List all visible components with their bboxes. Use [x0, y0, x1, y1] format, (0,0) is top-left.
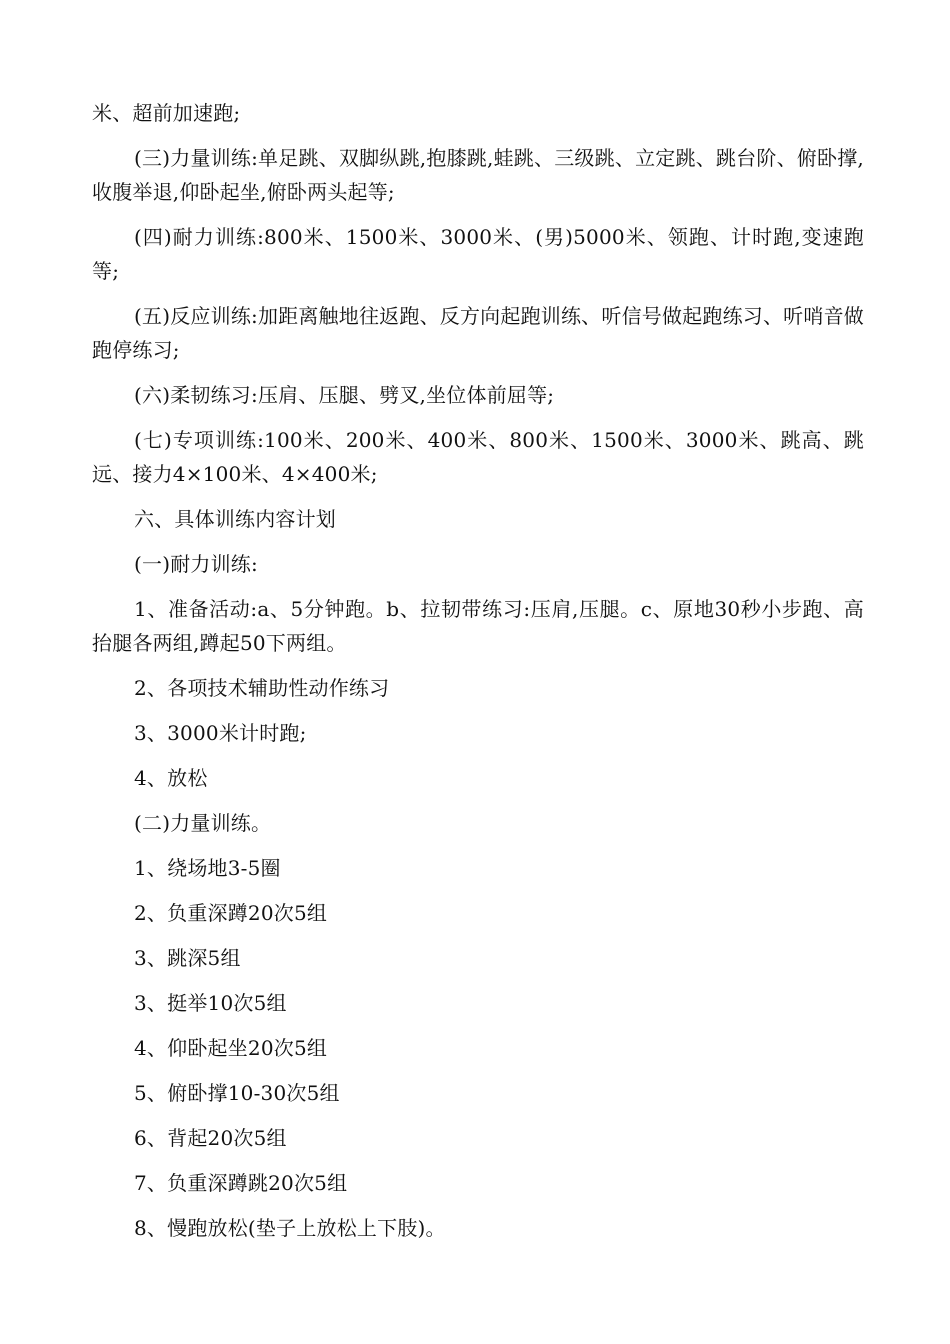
list-item: 1、准备活动:a、5分钟跑。b、拉韧带练习:压肩,压腿。c、原地30秒小步跑、高抬腿各两组,蹲起50下两组。 [92, 597, 864, 655]
list-item: 6、背起20次5组 [134, 1126, 287, 1150]
subheading-endurance: (一)耐力训练: [134, 552, 258, 576]
list-item: 3、3000米计时跑; [134, 721, 307, 745]
list-item: 4、仰卧起坐20次5组 [134, 1036, 328, 1060]
list-item: 4、放松 [134, 766, 208, 790]
list-item: 1、绕场地3-5圈 [134, 856, 281, 880]
paragraph-specialty-training: (七)专项训练:100米、200米、400米、800米、1500米、3000米、跳高、跳远、接力4×100米、4×400米; [92, 428, 864, 486]
paragraph-flexibility: (六)柔韧练习:压肩、压腿、劈叉,坐位体前屈等; [134, 383, 555, 407]
list-item: 2、负重深蹲20次5组 [134, 901, 328, 925]
paragraph-strength-training: (三)力量训练:单足跳、双脚纵跳,抱膝跳,蛙跳、三级跳、立定跳、跳台阶、俯卧撑,收腹举退,仰卧起坐,俯卧两头起等; [92, 146, 864, 204]
document-page [92, 96, 864, 1245]
subheading-strength: (二)力量训练。 [134, 811, 272, 835]
list-item: 5、俯卧撑10-30次5组 [134, 1081, 340, 1105]
list-item: 2、各项技术辅助性动作练习 [134, 676, 390, 700]
list-item: 3、挺举10次5组 [134, 991, 287, 1015]
list-item: 7、负重深蹲跳20次5组 [134, 1171, 348, 1195]
paragraph-reaction-training: (五)反应训练:加距离触地往返跑、反方向起跑训练、听信号做起跑练习、听哨音做跑停练习; [92, 304, 864, 362]
section-heading-plan: 六、具体训练内容计划 [134, 507, 336, 531]
paragraph-endurance-training: (四)耐力训练:800米、1500米、3000米、(男)5000米、领跑、计时跑,变速跑等; [92, 225, 864, 283]
list-item: 3、跳深5组 [134, 946, 241, 970]
paragraph-continuation: 米、超前加速跑; [92, 101, 241, 125]
list-item: 8、慢跑放松(垫子上放松上下肢)。 [134, 1216, 446, 1240]
